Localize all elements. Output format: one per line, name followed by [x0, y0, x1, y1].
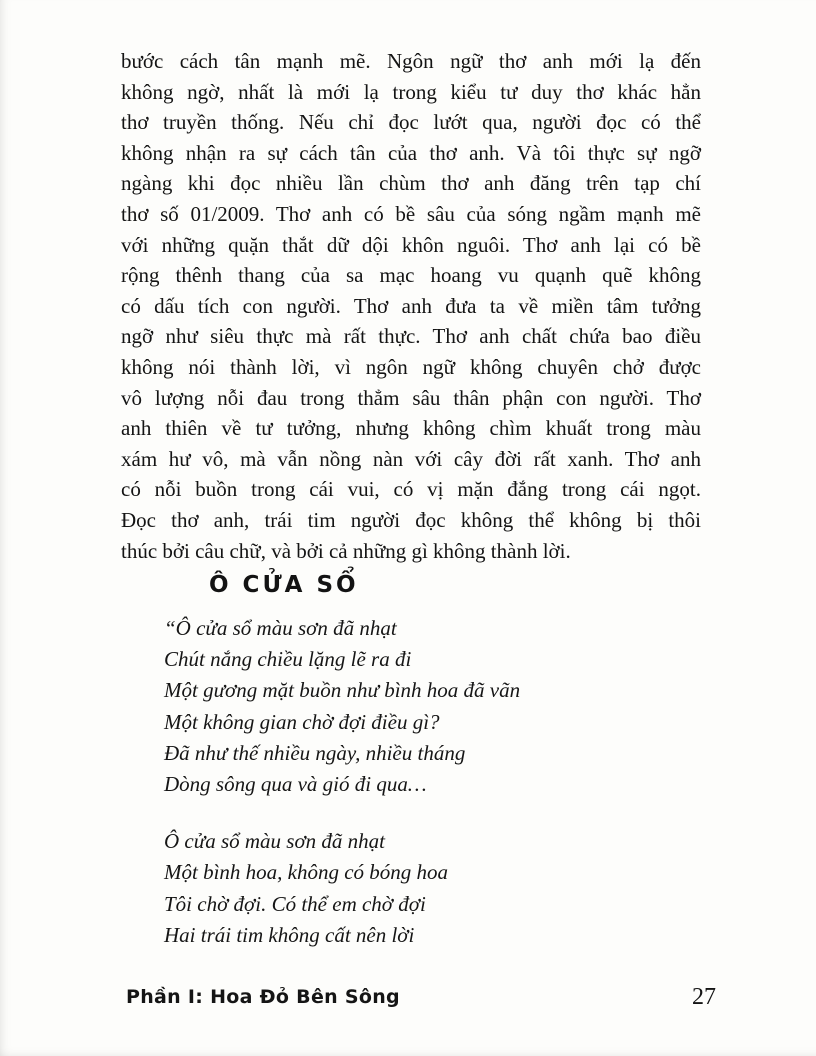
page-number: 27 [692, 984, 716, 1010]
poem-line: Dòng sông qua và gió đi qua… [164, 772, 427, 797]
body-line: xám hư vô, mà vẫn nồng nàn với cây đời rất xanh. Thơ anh [121, 446, 701, 471]
poem-line: “Ô cửa sổ màu sơn đã nhạt [164, 616, 397, 640]
poem-line: Ô cửa sổ màu sơn đã nhạt [164, 829, 385, 854]
body-line: không nói thành lời, vì ngôn ngữ không chuyên chở được [121, 354, 701, 379]
footer-section-title: Phần I: Hoa Đỏ Bên Sông [126, 986, 400, 1008]
page-footer [0, 984, 816, 1018]
body-line: có dấu tích con người. Thơ anh đưa ta về miền tâm tưởng [121, 293, 701, 318]
body-line: không ngờ, nhất là mới lạ trong kiểu tư duy thơ khác hẳn [121, 79, 701, 104]
poem-title: Ô CỬA SỔ [209, 572, 359, 598]
body-line: anh thiên về tư tưởng, nhưng không chìm khuất trong màu [121, 416, 701, 441]
body-line: rộng thênh thang của sa mạc hoang vu quạnh quẽ không [121, 263, 701, 288]
body-line: với những quặn thắt dữ dội khôn nguôi. Thơ anh lại có bề [121, 232, 701, 257]
poem-line: Chút nắng chiều lặng lẽ ra đi [164, 647, 412, 672]
body-line: thúc bởi câu chữ, và bởi cả những gì không thành lời. [121, 538, 571, 563]
body-line: Đọc thơ anh, trái tim người đọc không thể không bị thôi [121, 507, 701, 532]
poem-stanza [164, 826, 520, 951]
body-line: có nỗi buồn trong cái vui, có vị mặn đắng trong cái ngọt. [121, 477, 701, 502]
prose-paragraph [121, 46, 701, 566]
poem [164, 613, 520, 977]
poem-line: Một gương mặt buồn như bình hoa đã vãn [164, 678, 521, 703]
poem-line: Một không gian chờ đợi điều gì? [164, 709, 440, 734]
poem-line: Một bình hoa, không có bóng hoa [164, 860, 449, 885]
poem-stanza [164, 613, 520, 800]
body-line: bước cách tân mạnh mẽ. Ngôn ngữ thơ anh mới lạ đến [121, 49, 701, 73]
body-line: không nhận ra sự cách tân của thơ anh. Và tôi thực sự ngỡ [121, 140, 701, 165]
poem-line: Tôi chờ đợi. Có thể em chờ đợi [164, 891, 426, 916]
body-line: vô lượng nỗi đau trong thẳm sâu thân phận con người. Thơ [121, 385, 701, 410]
body-line: ngàng khi đọc nhiều lần chùm thơ anh đăng trên tạp chí [121, 171, 701, 196]
body-line: ngỡ như siêu thực mà rất thực. Thơ anh chất chứa bao điều [121, 324, 701, 349]
body-line: thơ số 01/2009. Thơ anh có bề sâu của sóng ngầm mạnh mẽ [121, 201, 701, 226]
poem-line: Hai trái tim không cất nên lời [164, 922, 415, 947]
poem-line: Đã như thế nhiều ngày, nhiều tháng [164, 740, 466, 765]
body-line: thơ truyền thống. Nếu chỉ đọc lướt qua, người đọc có thể [121, 110, 701, 135]
